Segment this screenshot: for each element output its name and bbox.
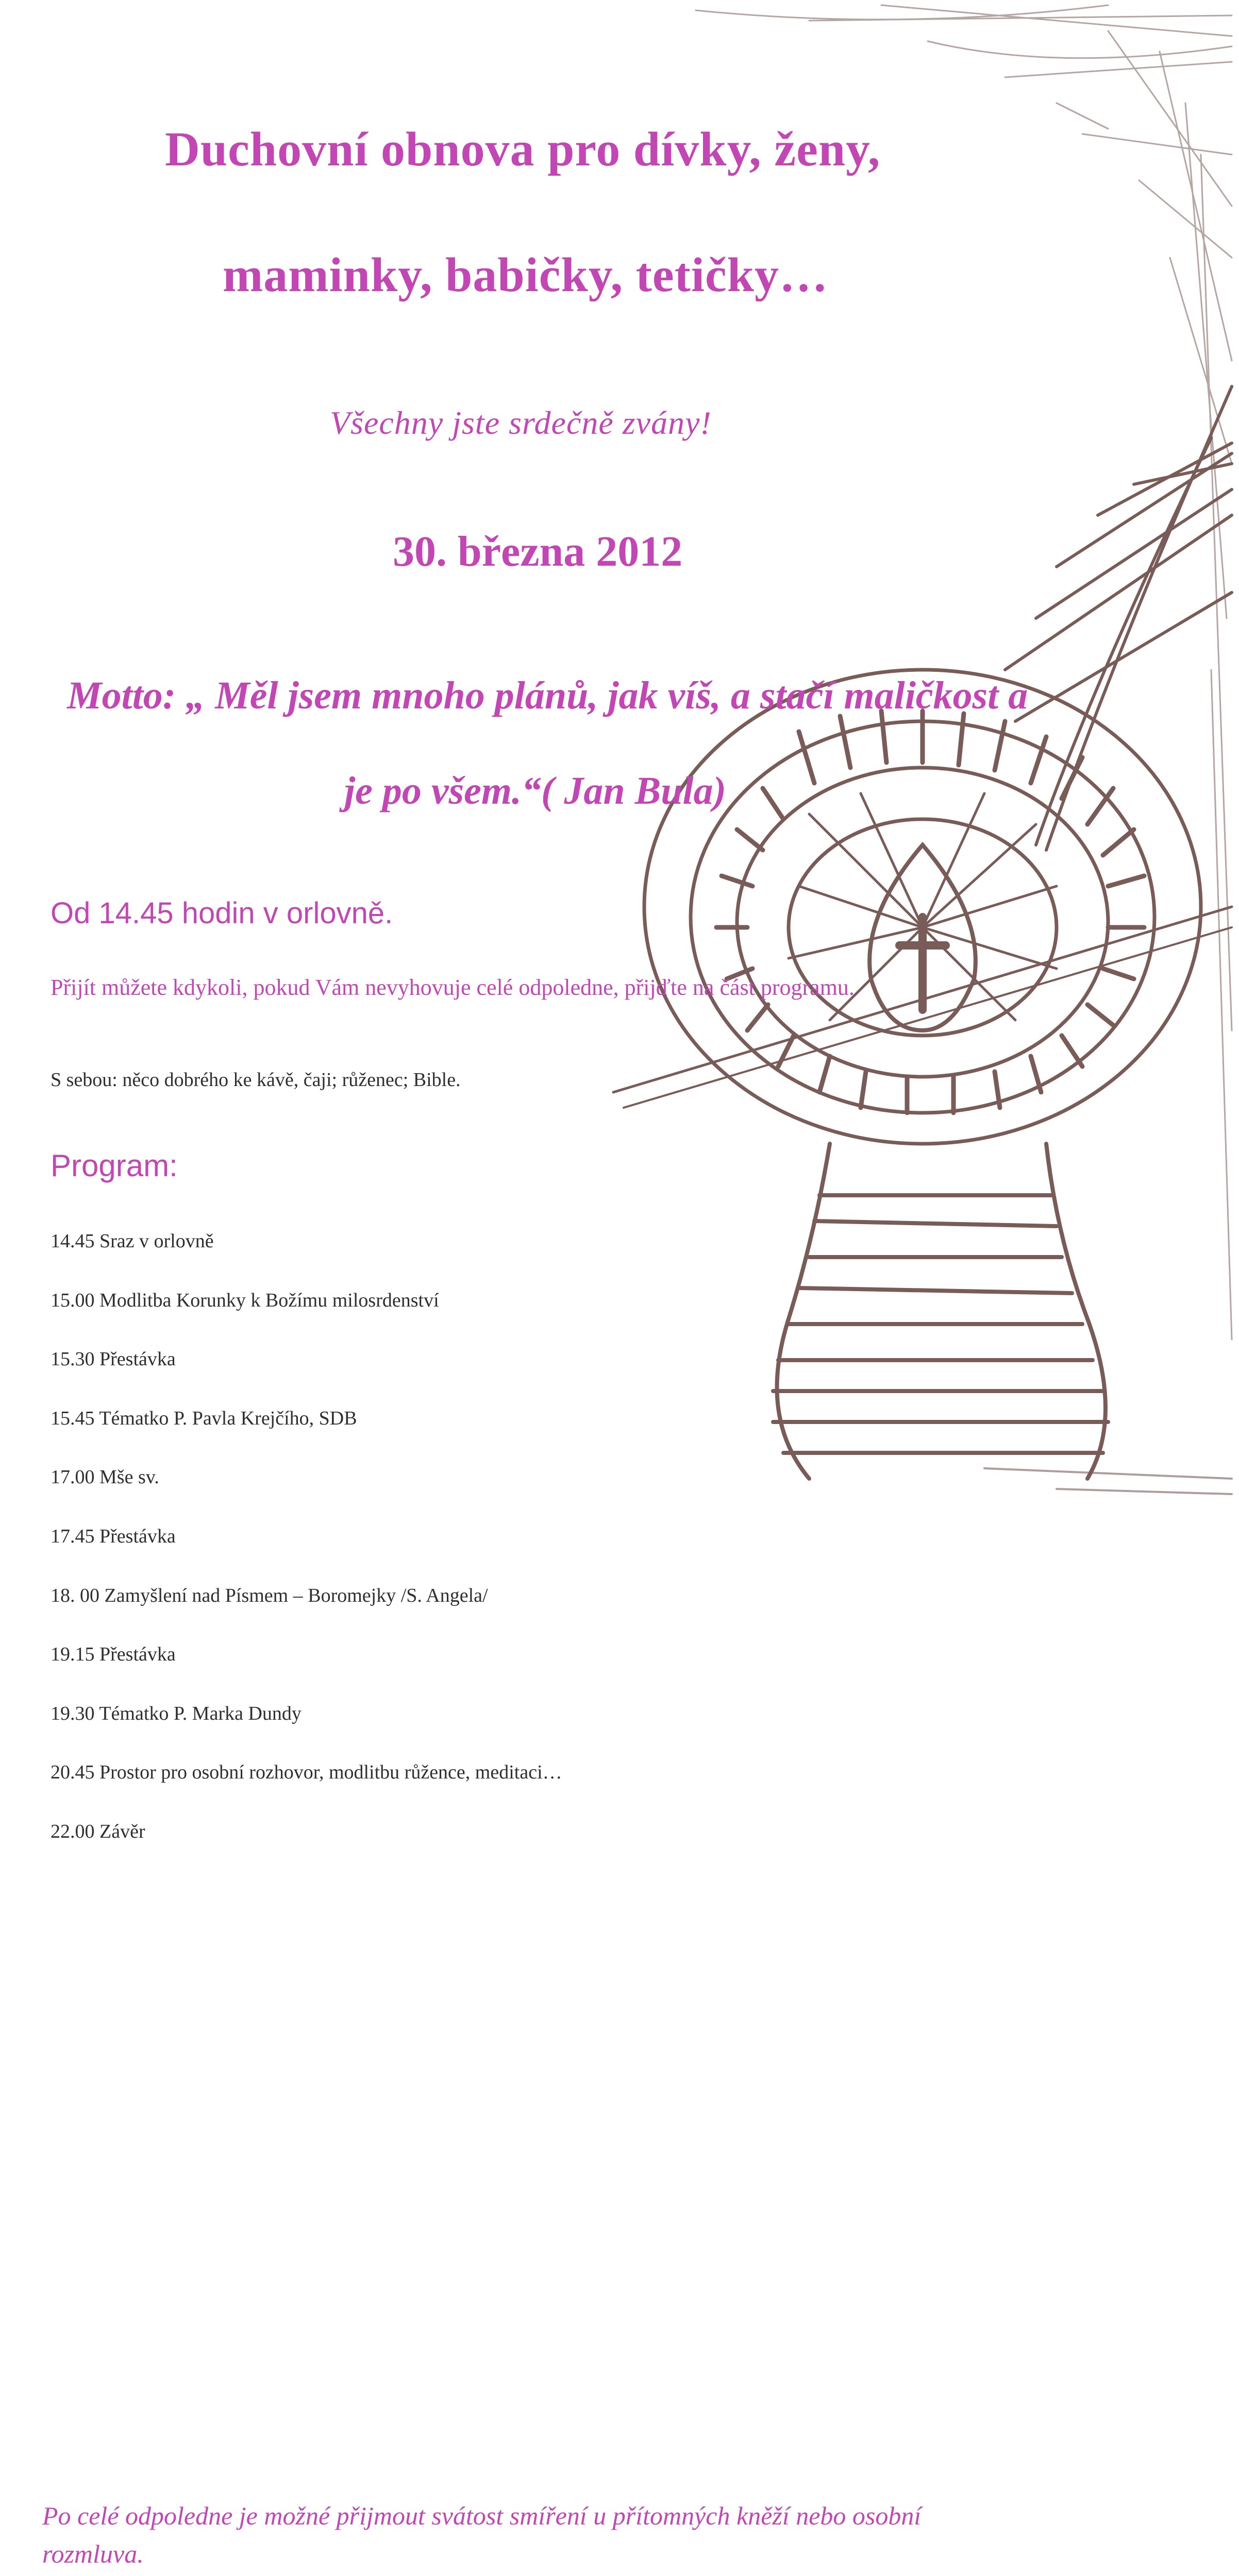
program-item: 17.45 Přestávka: [51, 1525, 176, 1547]
program-item: 14.45 Sraz v orlovně: [51, 1230, 214, 1252]
program-item: 17.00 Mše sv.: [51, 1466, 159, 1488]
event-date: 30. března 2012: [393, 528, 683, 575]
invitation: Všechny jste srdečně zvány!: [330, 404, 712, 441]
program-item: 20.45 Prostor pro osobní rozhovor, modlitbu růžence, meditaci…: [51, 1761, 562, 1784]
program-heading: Program:: [51, 1148, 178, 1183]
program-item: 18. 00 Zamyšlení nad Písmem – Boromejky /S. Angela/: [51, 1584, 488, 1606]
title-line-2: maminky, babičky, tetičky…: [223, 248, 829, 302]
start-time: Od 14.45 hodin v orlovně.: [51, 896, 393, 930]
title-line-1: Duchovní obnova pro dívky, ženy,: [165, 123, 881, 176]
motto-line-2: je po všem.“( Jan Bula): [344, 769, 726, 812]
bring-along-note: S sebou: něco dobrého ke kávě, čaji; růženec; Bible.: [51, 1069, 461, 1091]
come-anytime-note: Přijít můžete kdykoli, pokud Vám nevyhovuje celé odpoledne, přijďte na část programu.: [51, 975, 855, 1000]
motto-line-1: Motto: „ Měl jsem mnoho plánů, jak víš, a stačí maličkost a: [67, 674, 1028, 717]
program-list: [51, 1230, 1239, 1879]
program-item: 22.00 Závěr: [51, 1820, 145, 1842]
confession-note: Po celé odpoledne je možné přijmout svátost smíření u přítomných kněží nebo osobní rozmluva.: [42, 2501, 922, 2568]
program-item: 15.45 Tématko P. Pavla Krejčího, SDB: [51, 1407, 357, 1429]
program-item: 15.30 Přestávka: [51, 1348, 176, 1370]
program-item: 19.15 Přestávka: [51, 1643, 176, 1666]
program-item: 15.00 Modlitba Korunky k Božímu milosrdenství: [51, 1289, 439, 1311]
program-item: 19.30 Tématko P. Marka Dundy: [51, 1702, 302, 1724]
